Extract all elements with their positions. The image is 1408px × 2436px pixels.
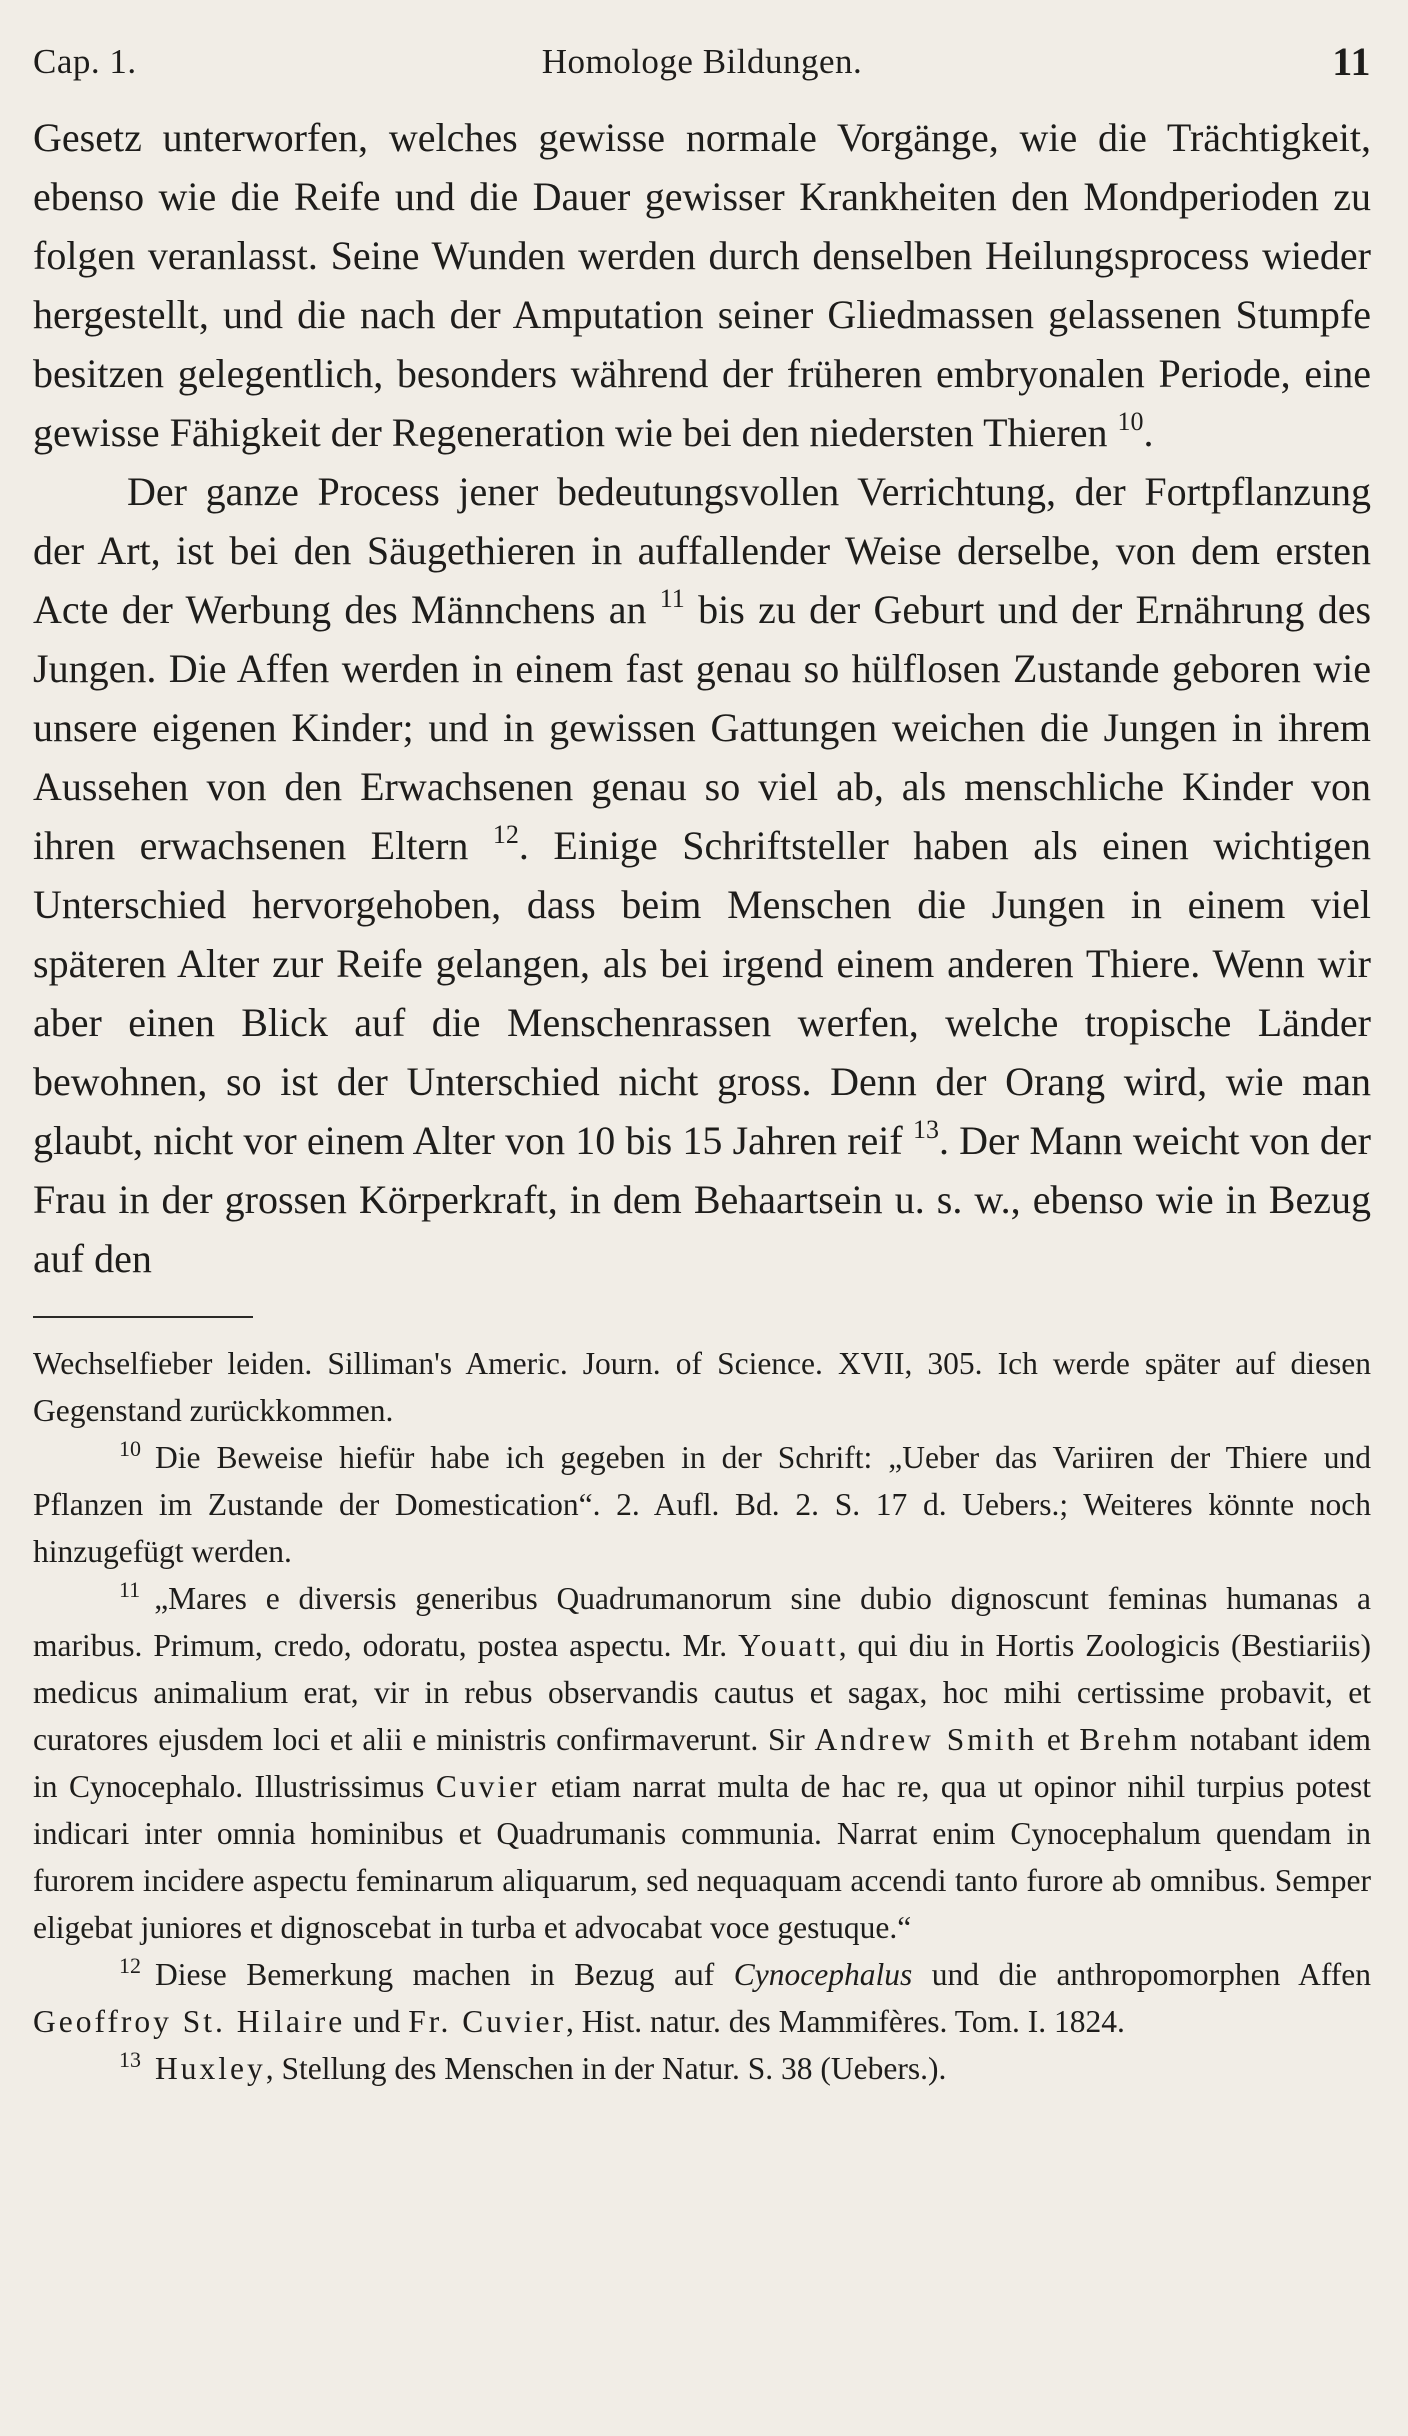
footnote-13-number: 13 (119, 2047, 141, 2072)
author-name-geoffroy: Geoffroy St. Hilaire (33, 2004, 346, 2039)
footnote-11 (33, 1575, 1371, 1951)
author-name-youatt: Youatt (738, 1628, 839, 1663)
footnote-separator (33, 1316, 253, 1318)
footnote-ref-11: 11 (659, 584, 685, 613)
footnote-11-text-b: , qui diu in Hortis Zoologicis (Bestiariis) medicus animalium erat, vir in rebus observandis cautus et sagax, hoc mihi certissime probavit, et curatores ejusdem loci et alii e ministris confirmaverunt. Sir (33, 1628, 1371, 1757)
footnote-12-number: 12 (119, 1953, 141, 1978)
footnote-11-text-a: „Mares e diversis generibus Quadrumanorum sine dubio dignoscunt feminas humanas a maribus. Primum, credo, odoratu, postea aspectu. Mr. (33, 1581, 1371, 1663)
footnote-ref-10: 10 (1117, 407, 1144, 436)
author-name-fr-cuvier: Fr. Cuvier (408, 2004, 566, 2039)
footnote-12 (33, 1951, 1371, 2045)
footnotes (33, 1340, 1371, 2092)
chapter-label: Cap. 1. (33, 42, 137, 81)
footnote-ref-13: 13 (912, 1115, 939, 1144)
author-name-cuvier: Cuvier (435, 1769, 540, 1804)
footnote-12-text-d: , Hist. natur. des Mammifères. Tom. I. 1824. (566, 2004, 1125, 2039)
footnote-12-text-c: und (353, 2004, 401, 2039)
footnote-11-text-c: et (1046, 1722, 1070, 1757)
paragraph-2-text-c: . Einige Schriftsteller haben als einen wichtigen Unterschied hervorgehoben, dass beim Menschen die Jungen in einem viel späteren Alter zur Reife gelangen, als bei irgend einem anderen Thiere. Wenn wir aber einen Blick auf die Menschenrassen werfen, welche tropische Länder bewohnen, so ist der Unterschied nicht gross. Denn der Orang wird, wie man glaubt, nicht vor einem Alter von 10 bis 15 Jahren reif (33, 823, 1371, 1163)
genus-cynocephalus: Cynocephalus (733, 1957, 913, 1992)
paragraph-1 (33, 108, 1371, 462)
footnote-13-text: , Stellung des Menschen in der Natur. S. 38 (Uebers.). (265, 2051, 947, 2086)
footnote-12-text-b: und die anthropomorphen Affen (931, 1957, 1372, 1992)
running-title: Homologe Bildungen. (541, 42, 863, 81)
author-name-brehm: Brehm (1079, 1722, 1181, 1757)
page-number: 11 (1332, 39, 1371, 84)
footnote-ref-12: 12 (492, 820, 519, 849)
footnote-10-number: 10 (119, 1436, 141, 1461)
footnote-12-text-a: Diese Bemerkung machen in Bezug auf (155, 1957, 715, 1992)
footnote-continuation: Wechselfieber leiden. Silliman's Americ. Journ. of Science. XVII, 305. Ich werde später auf diesen Gegenstand zurückkommen. (33, 1346, 1371, 1428)
footnote-13 (33, 2045, 1371, 2092)
paragraph-1-end: . (1143, 410, 1154, 455)
footnote-10-text: Die Beweise hiefür habe ich gegeben in der Schrift: „Ueber das Variiren der Thiere und Pflanzen im Zustande der Domestication“. 2. Aufl. Bd. 2. S. 17 d. Uebers.; Weiteres könnte noch hinzugefügt werden. (33, 1440, 1371, 1569)
paragraph-1-text: Gesetz unterworfen, welches gewisse normale Vorgänge, wie die Trächtigkeit, ebenso wie die Reife und die Dauer gewisser Krankheiten den Mondperioden zu folgen veranlasst. Seine Wunden werden durch denselben Heilungsprocess wieder hergestellt, und die nach der Amputation seiner Gliedmassen gelassenen Stumpfe besitzen gelegentlich, besonders während der früheren embryonalen Periode, eine gewisse Fähigkeit der Regeneration wie bei den niedersten Thieren (33, 115, 1371, 455)
author-name-andrew-smith: Andrew Smith (814, 1722, 1038, 1757)
footnote-10 (33, 1434, 1371, 1575)
main-text (33, 108, 1371, 1288)
paragraph-2-text-b: bis zu der Geburt und der Ernährung des Jungen. Die Affen werden in einem fast genau so hülflosen Zustande geboren wie unsere eigenen Kinder; und in gewissen Gattungen weichen die Jungen in ihrem Aussehen von den Erwachsenen genau so viel ab, als menschliche Kinder von ihren erwachsenen Eltern (33, 587, 1372, 868)
author-name-huxley: Huxley (155, 2051, 266, 2086)
running-header (33, 0, 1371, 108)
paragraph-2-text-a: Der ganze Process jener bedeutungsvollen Verrichtung, der Fortpflanzung der Art, ist bei den Säugethieren in auffallender Weise derselbe, von dem ersten Acte der Werbung des Männchens an (33, 469, 1371, 632)
footnote-11-text-d: notabant idem in Cynocephalo. Illustrissimus (33, 1722, 1372, 1804)
footnote-11-number: 11 (119, 1577, 141, 1602)
footnote-11-text-e: etiam narrat multa de hac re, qua ut opinor nihil turpius potest indicari inter omnia hominibus et Quadrumanis communia. Narrat enim Cynocephalum quendam in furorem incidere aspectu feminarum aliquarum, sed nequaquam accendi tanto furore ab omnibus. Semper eligebat juniores et dignoscebat in turba et advocabat voce gestuque.“ (33, 1769, 1371, 1945)
paragraph-2-text-d: . Der Mann weicht von der Frau in der grossen Körperkraft, in dem Behaartsein u. s. w., ebenso wie in Bezug auf den (33, 1118, 1372, 1281)
paragraph-2 (33, 462, 1371, 1288)
